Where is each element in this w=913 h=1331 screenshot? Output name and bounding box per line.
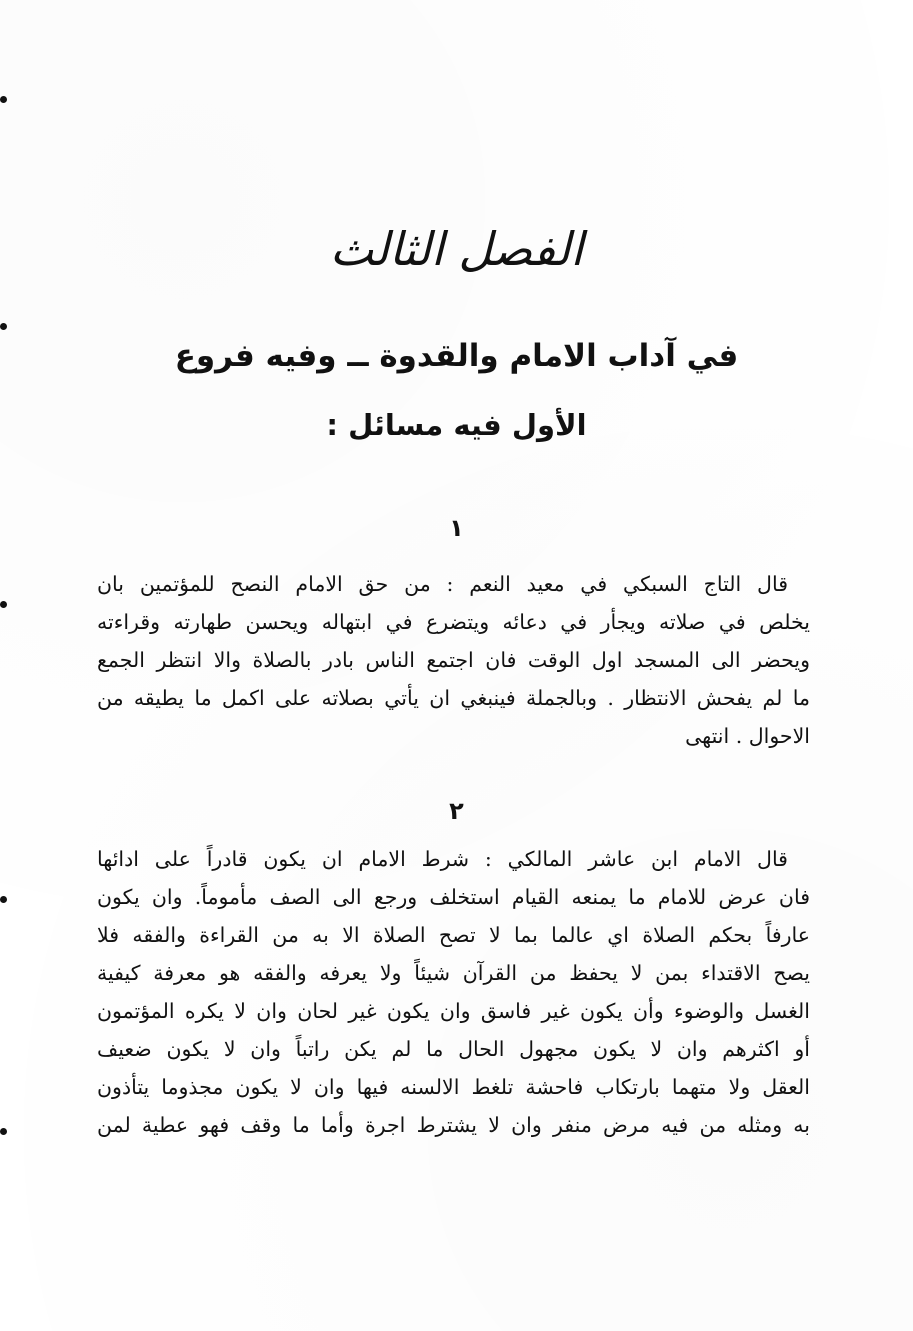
paragraph-line: قال التاج السبكي في معيد النعم : من حق الامام النصح للمؤتمين بان	[97, 572, 788, 596]
section-number: ٢	[449, 797, 464, 825]
section-number: ١	[449, 514, 464, 542]
paragraph-line: ويحضر الى المسجد اول الوقت فان اجتمع الناس بادر بالصلاة والا انتظر الجمع	[97, 648, 810, 672]
paragraph-line: أو اكثرهم وان لا يكون مجهول الحال ما لم يكن راتباً وان لا يكون ضعيف	[97, 1037, 810, 1061]
paragraph-line: ما لم يفحش الانتظار . وبالجملة فينبغي ان يأتي بصلاته على اكمل ما يطيقه من	[97, 686, 810, 710]
paragraph-line: الاحوال . انتهى	[685, 724, 810, 748]
paragraph-line: به ومثله من فيه مرض منفر وان لا يشترط اجرة وأما ما وقف فهو عطية لمن	[97, 1113, 810, 1137]
margin-mark	[0, 1128, 7, 1135]
margin-mark	[0, 323, 7, 330]
chapter-subheading: الأول فيه مسائل :	[326, 408, 587, 442]
chapter-title: الفصل الثالث	[329, 222, 584, 276]
margin-mark	[0, 96, 7, 103]
margin-mark	[0, 896, 7, 903]
paragraph-line: يصح الاقتداء بمن لا يحفظ من القرآن شيئاً ولا يعرفه والفقه هو معرفة كيفية	[97, 961, 810, 985]
chapter-subtitle: في آداب الامام والقدوة ــ وفيه فروع	[174, 338, 739, 374]
paragraph-line: يخلص في صلاته ويجأر في دعائه ويتضرع في ابتهاله ويحسن طهارته وقراءته	[97, 610, 810, 634]
margin-mark	[0, 601, 7, 608]
paragraph-line: العقل ولا متهما بارتكاب فاحشة تلغط الالسنه فيها وان لا يكون مجذوما يتأذون	[97, 1075, 810, 1099]
section-paragraph	[97, 840, 810, 1144]
paragraph-line: فان عرض للامام ما يمنعه القيام استخلف ورجع الى الصف مأموماً. وان يكون	[97, 885, 810, 909]
section-paragraph	[97, 565, 810, 755]
paragraph-line: عارفاً بحكم الصلاة اي عالما بما لا تصح الصلاة الا به من القراءة والفقه فلا	[97, 923, 810, 947]
paragraph-line: الغسل والوضوء وأن يكون غير فاسق وان يكون غير لحان وان لا يكره المؤتمون	[97, 999, 810, 1023]
paragraph-line: قال الامام ابن عاشر المالكي : شرط الامام ان يكون قادراً على ادائها	[97, 847, 788, 871]
